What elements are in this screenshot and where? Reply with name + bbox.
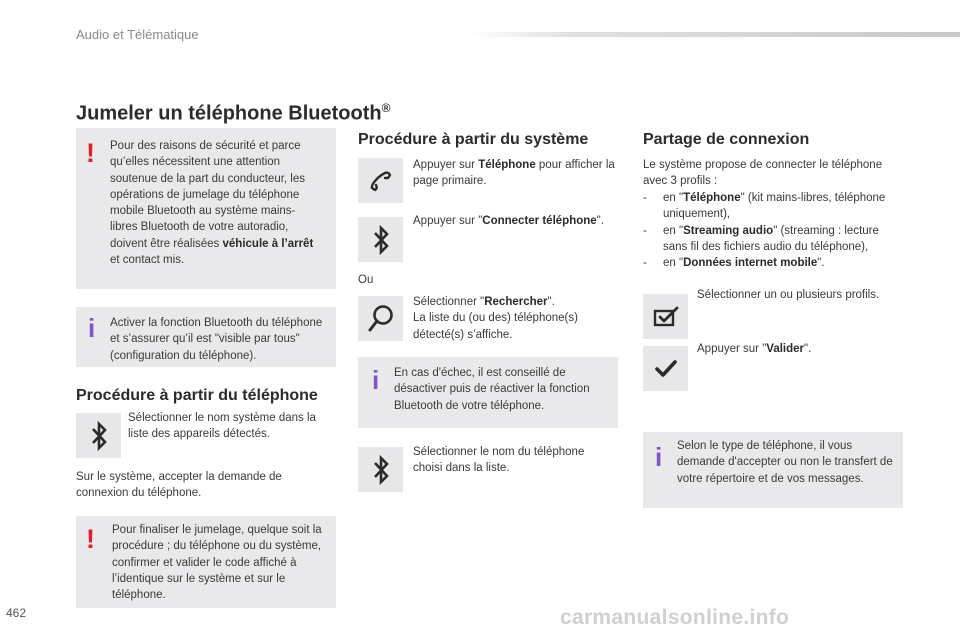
- info-box-failure: [358, 357, 618, 428]
- info-box-visibility: [76, 307, 336, 367]
- bluetooth-icon: [89, 420, 109, 452]
- profile-select-button[interactable]: [643, 294, 688, 339]
- system-step-search: Sélectionner "Rechercher". La liste du (ou des) téléphone(s) détecté(s) s’affiche.: [413, 296, 578, 341]
- warning-text: Pour des raisons de sécurité et parce qu’elles nécessitent une attention soutenue de la part du conducteur, les opérations de jumelage du téléphone mobile Bluetooth au système mains-libres Bluetooth de votre autoradio, doivent être réalisées véhicule à l’arrêt et contact mis.: [110, 140, 314, 267]
- bluetooth-icon: [371, 224, 391, 256]
- warning-box-safety: [76, 128, 336, 289]
- bluetooth-button[interactable]: [358, 217, 403, 262]
- search-icon: [366, 303, 396, 335]
- section-heading-phone-procedure: Procédure à partir du téléphone: [76, 387, 318, 404]
- info-box-transfer: [643, 432, 903, 508]
- or-label: Ou: [358, 274, 374, 286]
- system-step-phone: Appuyer sur Téléphone pour afficher la page primaire.: [413, 159, 615, 188]
- running-header: Audio et Télématique: [76, 27, 199, 42]
- bluetooth-button[interactable]: [76, 413, 121, 458]
- checkmark-icon: [654, 359, 678, 379]
- info-icon: i: [372, 365, 380, 395]
- page-number: 462: [6, 606, 27, 620]
- info-icon: i: [655, 442, 663, 472]
- watermark: carmanualsonline.info: [560, 606, 790, 629]
- bluetooth-button[interactable]: [358, 447, 403, 492]
- phone-step-select-system: Sélectionner le nom système dans la liste des appareils détectés.: [128, 412, 316, 441]
- exclamation-icon: !: [86, 138, 95, 168]
- right-step-validate: Appuyer sur "Valider".: [697, 343, 812, 355]
- phone-step-accept: Sur le système, accepter la demande de connexion du téléphone.: [76, 471, 282, 500]
- info-icon: i: [88, 313, 96, 343]
- exclamation-icon: !: [86, 524, 95, 554]
- checkbox-icon: [652, 305, 680, 329]
- info-text: Selon le type de téléphone, il vous demande d'accepter ou non le transfert de votre répertoire et de vos messages.: [677, 440, 893, 485]
- warning-box-code: [76, 516, 336, 608]
- phone-button[interactable]: [358, 158, 403, 203]
- warning-text: Pour finaliser le jumelage, quelque soit la procédure ; du téléphone ou du système, confirmer et valider le code affiché à l’identique sur le système et sur le téléphone.: [112, 524, 322, 602]
- system-step-choose-phone: Sélectionner le nom du téléphone choisi dans la liste.: [413, 446, 585, 475]
- list-item: - en "Données internet mobile".: [643, 257, 825, 270]
- system-step-connect: Appuyer sur "Connecter téléphone".: [413, 215, 604, 227]
- right-step-select-profiles: Sélectionner un ou plusieurs profils.: [697, 289, 880, 301]
- info-text: En cas d'échec, il est conseillé de désactiver puis de réactiver la fonction Bluetooth de votre téléphone.: [394, 367, 590, 412]
- list-item: - en "Streaming audio" (streaming : lecture sans fil des fichiers audio du téléphone),: [643, 224, 879, 253]
- search-button[interactable]: [358, 296, 403, 341]
- bluetooth-icon: [371, 454, 391, 486]
- profiles-intro: Le système propose de connecter le téléphone avec 3 profils :: [643, 159, 883, 188]
- section-heading-system-procedure: Procédure à partir du système: [358, 131, 589, 148]
- phone-icon: [367, 167, 395, 195]
- section-heading-connection-sharing: Partage de connexion: [643, 131, 810, 148]
- list-item: - en "Téléphone" (kit mains-libres, téléphone uniquement),: [643, 192, 886, 221]
- header-rule: [470, 32, 960, 37]
- validate-button[interactable]: [643, 346, 688, 391]
- page-title: Jumeler un téléphone Bluetooth®: [76, 101, 391, 125]
- profiles-list: [643, 190, 905, 271]
- info-text: Activer la fonction Bluetooth du téléphone et s’assurer qu’il est "visible par tous" (configuration du téléphone).: [110, 317, 323, 362]
